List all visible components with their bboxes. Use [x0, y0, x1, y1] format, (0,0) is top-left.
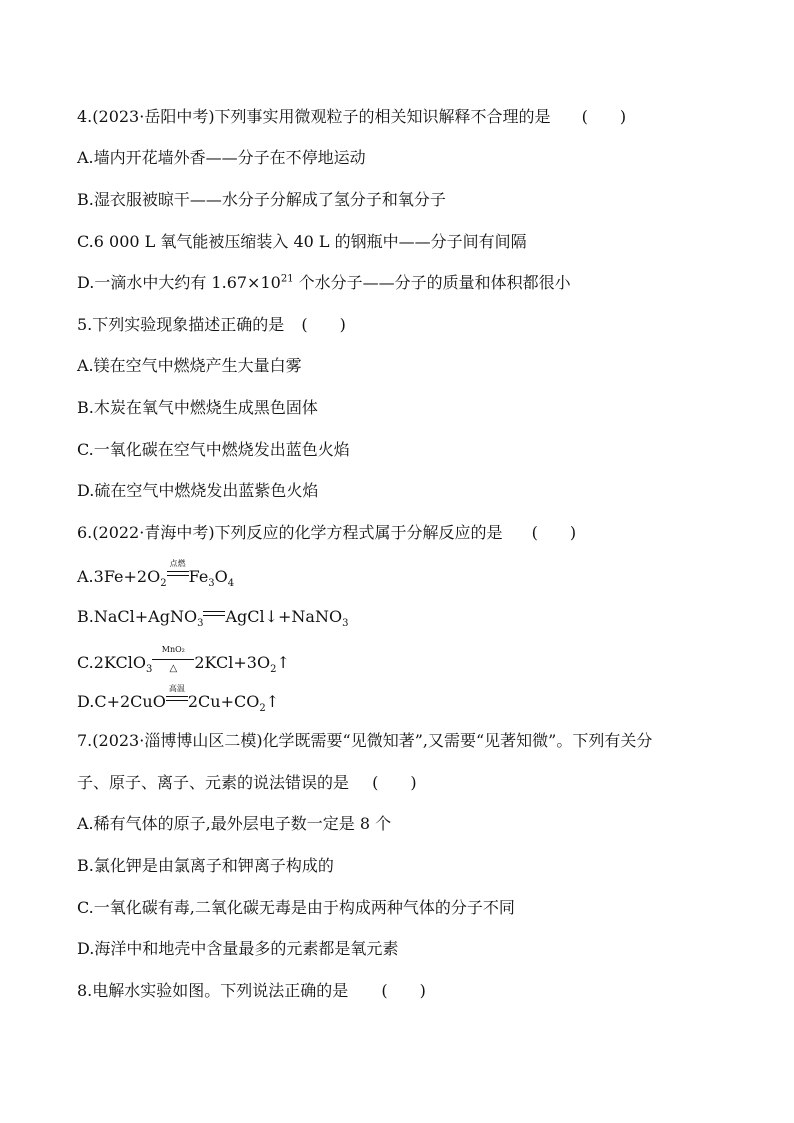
q6-d-reactants: D.C+2CuO	[77, 692, 166, 711]
q4-option-d-exponent: 21	[280, 273, 294, 285]
q4-option-a: A.墙内开花墙外香——分子在不停地运动	[77, 148, 366, 167]
question-7-stem-line1: 7.(2023·淄博博山区二模)化学既需要“见微知著”,又需要“见著知微”。下列有关分	[77, 731, 653, 750]
question-5-text: 5.下列实验现象描述正确的是	[77, 315, 285, 334]
q6-c-sub: 2	[270, 664, 277, 676]
question-4-stem	[77, 107, 626, 127]
equals-sign	[203, 611, 225, 616]
reaction-arrow-line	[152, 659, 194, 660]
q6-c-sub: 3	[145, 664, 153, 676]
q6-b-reactants: B.NaCl+AgNO	[77, 607, 198, 626]
q5-option-b: B.木炭在氧气中燃烧生成黑色固体	[77, 398, 318, 417]
answer-paren-5: ( )	[301, 315, 346, 334]
q4-option-d	[77, 273, 571, 293]
answer-paren-6: ( )	[531, 523, 577, 542]
answer-paren-8: ( )	[381, 981, 426, 1000]
q7-option-c: C.一氧化碳有毒,二氧化碳无毒是由于构成两种气体的分子不同	[77, 898, 515, 917]
q6-b-sub: 3	[197, 618, 204, 630]
q5-option-d: D.硫在空气中燃烧发出蓝紫色火焰	[77, 481, 319, 500]
q6-d-sub: 2	[259, 703, 266, 715]
q6-a-sub: 2	[160, 578, 167, 590]
question-6-stem	[77, 523, 576, 543]
gas-arrow: ↑	[265, 692, 280, 711]
q6-a-reactants: A.3Fe+2O	[77, 567, 161, 586]
gas-arrow: ↑	[276, 653, 290, 672]
q6-option-a	[77, 559, 235, 590]
answer-paren-4: ( )	[581, 107, 627, 126]
q7-option-d: D.海洋中和地壳中含量最多的元素都是氧元素	[77, 939, 399, 958]
question-8-stem	[77, 981, 426, 1001]
reaction-condition-catalyst-heat	[152, 645, 194, 674]
q6-a-product: Fe	[188, 567, 209, 586]
equals-sign-plain	[203, 608, 225, 622]
q6-c-products: 2KCl+3O	[194, 653, 271, 672]
answer-paren-7: ( )	[372, 773, 417, 792]
q4-option-c: C.6 000 L 氧气能被压缩装入 40 L 的钢瓶中——分子间有间隔	[77, 232, 527, 251]
q6-a-product: O	[214, 567, 228, 586]
equals-sign	[167, 571, 189, 576]
question-5-stem	[77, 315, 346, 335]
condition-text: 高温	[168, 684, 185, 693]
q6-d-products: 2Cu+CO	[187, 692, 260, 711]
question-7-text: 子、原子、离子、元素的说法错误的是	[77, 773, 350, 792]
q4-option-d-part1: D.一滴水中大约有 1.67×10	[77, 273, 281, 292]
question-8-text: 8.电解水实验如图。下列说法正确的是	[77, 981, 349, 1000]
reaction-condition-ignite	[167, 559, 189, 582]
q6-option-d	[77, 684, 280, 715]
q6-a-sub: 3	[208, 578, 215, 590]
q6-c-reactants: C.2KClO	[77, 653, 146, 672]
question-4-text: 4.(2023·岳阳中考)下列事实用微观粒子的相关知识解释不合理的是	[77, 107, 551, 126]
reaction-condition-high-temp	[166, 684, 188, 707]
condition-catalyst: MnO₂	[161, 645, 185, 654]
question-6-text: 6.(2022·青海中考)下列反应的化学方程式属于分解反应的是	[77, 523, 503, 542]
q6-b-products: AgCl↓+NaNO	[225, 607, 343, 626]
q5-option-a: A.镁在空气中燃烧产生大量白雾	[77, 356, 302, 375]
q4-option-b: B.湿衣服被晾干——水分子分解成了氢分子和氧分子	[77, 190, 446, 209]
q6-b-sub: 3	[342, 618, 349, 630]
q6-option-b	[77, 607, 349, 630]
q7-option-b: B.氯化钾是由氯离子和钾离子构成的	[77, 856, 334, 875]
q5-option-c: C.一氧化碳在空气中燃烧发出蓝色火焰	[77, 440, 350, 459]
condition-text: 点燃	[169, 559, 186, 568]
question-7-stem-line2	[77, 773, 417, 793]
equals-sign	[166, 696, 188, 701]
heat-symbol: △	[169, 663, 178, 674]
q6-option-c	[77, 645, 290, 676]
q6-a-sub: 4	[227, 578, 235, 590]
q4-option-d-part2: 个水分子——分子的质量和体积都很小	[293, 273, 571, 292]
q7-option-a: A.稀有气体的原子,最外层电子数一定是 8 个	[77, 814, 392, 833]
